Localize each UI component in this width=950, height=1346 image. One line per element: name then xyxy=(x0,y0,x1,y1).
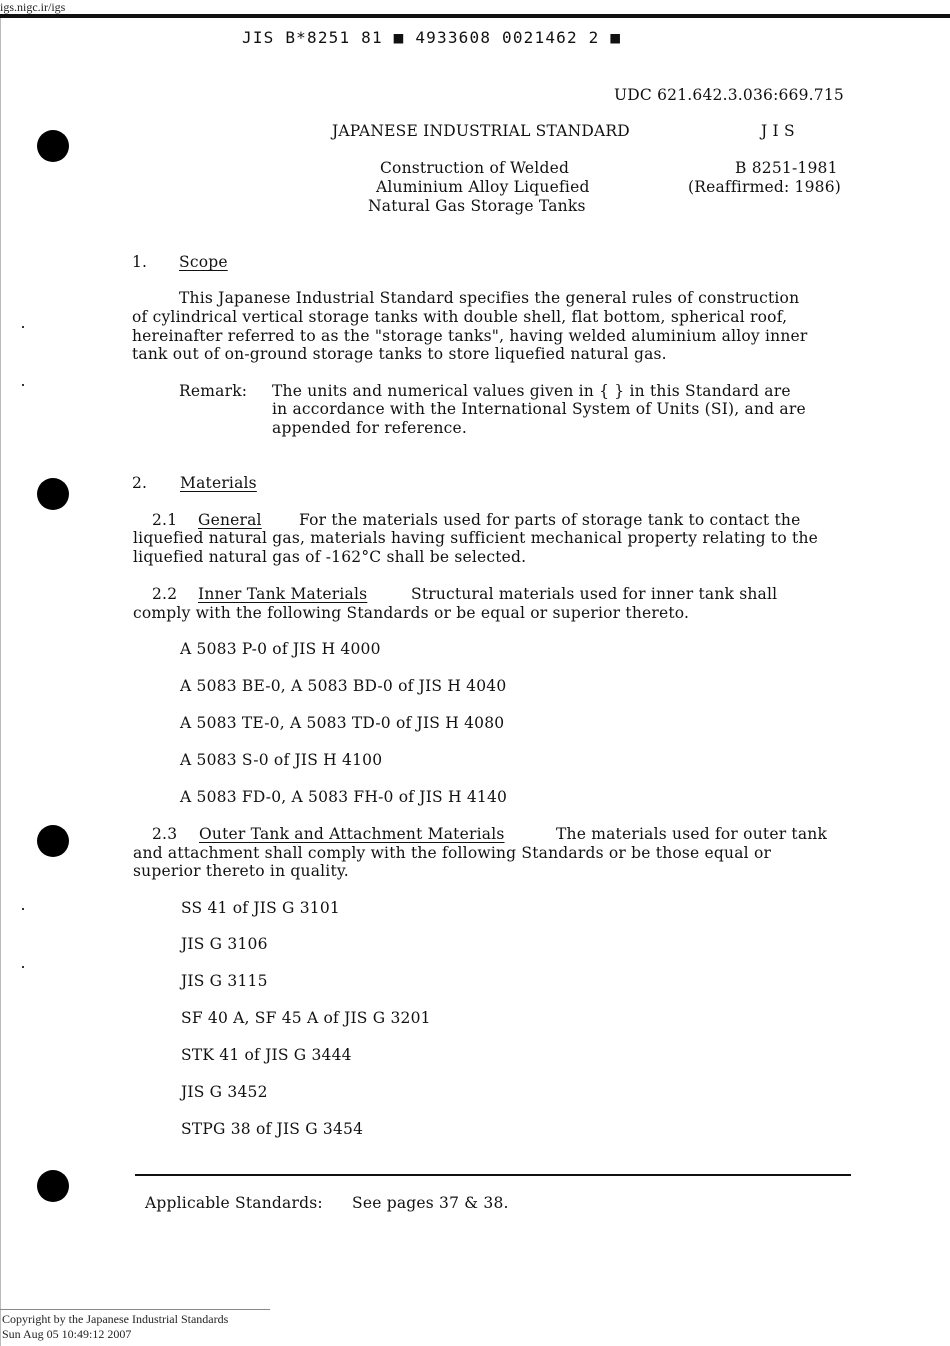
left-edge xyxy=(0,18,1,1346)
subsection-2-1-number: 2.1 xyxy=(152,511,178,529)
remark-line-3: appended for reference. xyxy=(272,419,468,437)
inner-material-item: A 5083 BE-0, A 5083 BD-0 of JIS H 4040 xyxy=(180,677,507,695)
subsection-2-2-number: 2.2 xyxy=(152,585,178,603)
subsection-2-2-title: Inner Tank Materials xyxy=(198,585,368,603)
punch-hole xyxy=(37,130,69,162)
subsection-2-1-title: General xyxy=(198,511,262,529)
outer-material-item: STK 41 of JIS G 3444 xyxy=(181,1046,352,1064)
footnote-rule xyxy=(135,1174,851,1176)
jis-mark: J I S xyxy=(761,122,795,140)
section-2-number: 2. xyxy=(132,474,148,492)
punch-hole xyxy=(37,825,69,857)
outer-material-item: JIS G 3452 xyxy=(181,1083,268,1101)
subsection-2-3-title: Outer Tank and Attachment Materials xyxy=(199,825,505,843)
s23-line-1: The materials used for outer tank xyxy=(556,825,828,843)
scan-speck xyxy=(22,966,24,968)
inner-material-item: A 5083 TE-0, A 5083 TD-0 of JIS H 4080 xyxy=(180,714,505,732)
inner-material-item: A 5083 P-0 of JIS H 4000 xyxy=(180,640,381,658)
remark-line-1: The units and numerical values given in { } in this Standard are xyxy=(272,382,791,400)
s21-line-3: liquefied natural gas of -162°C shall be selected. xyxy=(133,548,527,566)
scope-line-1: This Japanese Industrial Standard specifies the general rules of construction xyxy=(179,289,800,307)
scan-speck xyxy=(22,384,24,386)
applicable-standards-value: See pages 37 & 38. xyxy=(352,1194,509,1212)
outer-material-item: SF 40 A, SF 45 A of JIS G 3201 xyxy=(181,1009,431,1027)
reaffirmed-note: (Reaffirmed: 1986) xyxy=(688,178,842,196)
s22-line-1: Structural materials used for inner tank shall xyxy=(411,585,778,603)
copyright-rule xyxy=(0,1309,270,1310)
subsection-2-3-number: 2.3 xyxy=(152,825,178,843)
standard-org: JAPANESE INDUSTRIAL STANDARD xyxy=(332,122,630,140)
s23-line-2: and attachment shall comply with the following Standards or be those equal or xyxy=(133,844,772,862)
remark-label: Remark: xyxy=(179,382,248,400)
jis-barcode-line: JIS B*8251 81 ■ 4933608 0021462 2 ■ xyxy=(242,28,622,47)
punch-hole xyxy=(37,1170,69,1202)
inner-material-item: A 5083 S-0 of JIS H 4100 xyxy=(180,751,383,769)
standard-number: B 8251-1981 xyxy=(735,159,838,177)
inner-material-item: A 5083 FD-0, A 5083 FH-0 of JIS H 4140 xyxy=(180,788,508,806)
applicable-standards-label: Applicable Standards: xyxy=(145,1194,323,1212)
outer-material-item: STPG 38 of JIS G 3454 xyxy=(181,1120,364,1138)
section-1-title: Scope xyxy=(179,253,228,271)
remark-line-2: in accordance with the International System of Units (SI), and are xyxy=(272,400,806,418)
copyright-text: Copyright by the Japanese Industrial Standards xyxy=(2,1312,229,1326)
outer-material-item: JIS G 3106 xyxy=(181,935,268,953)
s22-line-2: comply with the following Standards or be equal or superior thereto. xyxy=(133,604,690,622)
scope-line-4: tank out of on-ground storage tanks to store liquefied natural gas. xyxy=(132,345,667,363)
title-line-3: Natural Gas Storage Tanks xyxy=(368,197,586,215)
udc-number: UDC 621.642.3.036:669.715 xyxy=(614,86,844,104)
watermark-url: igs.nigc.ir/igs xyxy=(0,0,66,14)
title-line-1: Construction of Welded xyxy=(380,159,570,177)
s23-line-3: superior thereto in quality. xyxy=(133,862,349,880)
section-1-number: 1. xyxy=(132,253,148,271)
top-rule xyxy=(0,14,950,18)
punch-hole xyxy=(37,478,69,510)
outer-material-item: JIS G 3115 xyxy=(181,972,268,990)
timestamp-text: Sun Aug 05 10:49:12 2007 xyxy=(2,1327,132,1341)
section-2-title: Materials xyxy=(180,474,257,492)
s21-line-1: For the materials used for parts of storage tank to contact the xyxy=(299,511,801,529)
title-line-2: Aluminium Alloy Liquefied xyxy=(376,178,590,196)
outer-material-item: SS 41 of JIS G 3101 xyxy=(181,899,340,917)
scope-line-2: of cylindrical vertical storage tanks with double shell, flat bottom, spherical roof, xyxy=(132,308,788,326)
scan-speck xyxy=(22,326,24,328)
scan-speck xyxy=(22,908,24,910)
scope-line-3: hereinafter referred to as the "storage tanks", having welded aluminium alloy inner xyxy=(132,327,808,345)
s21-line-2: liquefied natural gas, materials having sufficient mechanical property relating to the xyxy=(133,529,818,547)
